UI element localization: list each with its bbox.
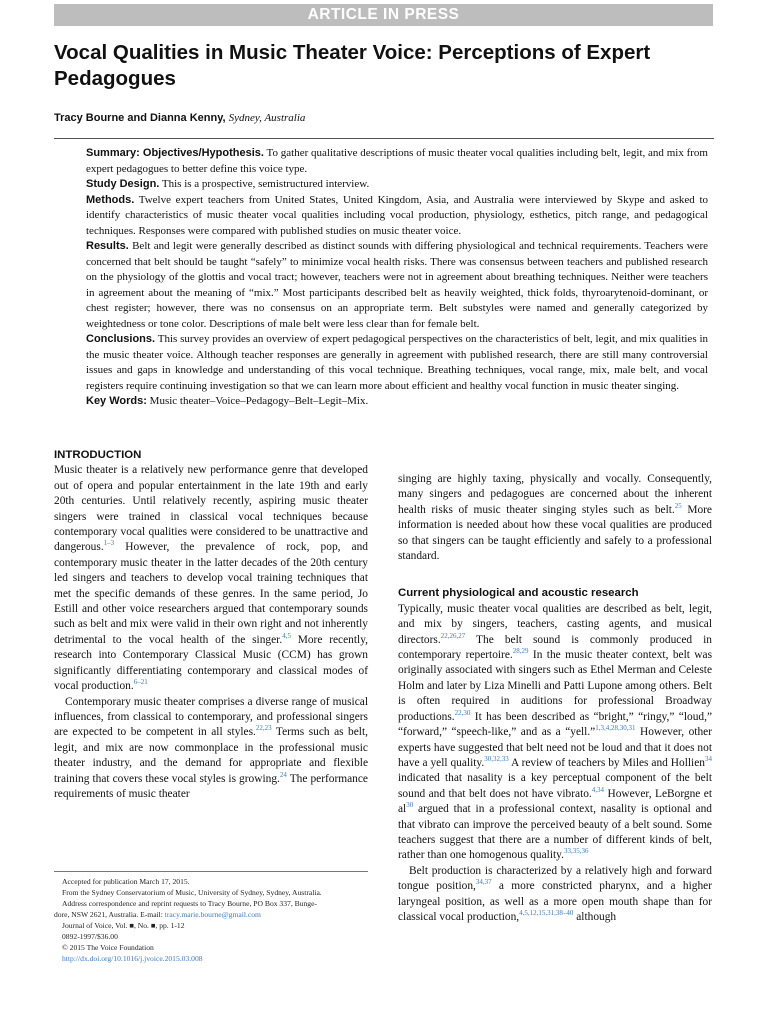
citation[interactable]: 1,3,4,28,30,31 — [595, 724, 636, 733]
abstract-design — [86, 177, 708, 193]
citation[interactable]: 25 — [674, 502, 682, 511]
abstract-keywords-text: Music theater–Voice–Pedagogy–Belt–Legit–Mix. — [149, 395, 369, 407]
abstract-methods-text: Twelve expert teachers from United States, United Kingdom, Asia, and Australia were interviewed by Skype and asked to identify characteristics of music theater vocal qualities including vocal production, physiology, esthetics, pitch range, and pedagogical techniques. Responses were compared with published studies on music theater voice. — [86, 193, 708, 237]
body-text: It has been described as “bright,” “ringy,” “loud,” “forward,” “speech-like,” and as a “yell.” — [398, 710, 712, 739]
article-title: Vocal Qualities in Music Theater Voice: Perceptions of Expert Pedagogues — [54, 41, 651, 90]
abstract-conclusions-text: This survey provides an overview of expert pedagogical perspectives on the characteristics of belt, legit, and mix qualities in the music theater voice. Although teacher responses are generally in agreement with published research, there are still many controversial issues and gaps in knowledge and understanding of this vocal technique. Breathing techniques, vocal range, mix, male belt, and vocal registers require continuing investigation so that we can learn more about efficient and healthy vocal function in music theater singing. — [86, 333, 708, 392]
body-text: although — [573, 910, 617, 923]
abstract-design-text: This is a prospective, semistructured interview. — [161, 178, 370, 190]
citation[interactable]: 6–21 — [133, 678, 148, 687]
abstract-keywords — [86, 394, 708, 410]
abstract-methods — [86, 193, 708, 240]
citation[interactable]: 1–3 — [103, 539, 115, 548]
right-column — [398, 472, 712, 925]
email-link[interactable]: tracy.marie.bourne@gmail.com — [164, 910, 261, 919]
footnote-issn: 0892-1997/$36.00 — [62, 932, 118, 941]
article-in-press-banner: ARTICLE IN PRESS — [54, 4, 713, 26]
introduction-heading: INTRODUCTION — [54, 449, 142, 461]
footnote-accepted: Accepted for publication March 17, 2015. — [62, 877, 190, 886]
right-paragraph-1 — [398, 472, 712, 564]
abstract-summary — [86, 146, 708, 177]
footnote-address-text: dore, NSW 2621, Australia. E-mail: — [54, 910, 165, 919]
intro-paragraph-2 — [54, 695, 368, 803]
footnote-address-2 — [54, 909, 368, 920]
citation[interactable]: 4,5 — [282, 632, 291, 641]
body-text: indicated that nasality is a key perceptual component of the belt sound and that belt does not have vibrato. — [398, 772, 712, 800]
intro-text: Terms such as belt, legit, and mix are now commonplace in the professional music theater industry, and the demand for appropriate and flexible training that covers these vocal styles is growing. — [54, 726, 368, 785]
body-text: Belt production is characterized by a relatively high and forward tongue position, — [398, 864, 712, 893]
section-heading-physiological: Current physiological and acoustic research — [398, 587, 639, 600]
citation[interactable]: 33,35,36 — [563, 847, 589, 856]
citation[interactable]: 4,34 — [591, 785, 605, 794]
left-column — [54, 448, 368, 802]
body-text: a more constricted pharynx, and a higher laryngeal position, as well as a more open mouth shape than for classical vocal production, — [398, 880, 712, 923]
intro-text: More recently, research into Contemporary Classical Music (CCM) has grown significantly differentiating contemporary and classical modes of vocal production. — [54, 633, 368, 693]
citation[interactable]: 22,26,27 — [440, 631, 466, 640]
citation[interactable]: 30,32,33 — [484, 755, 509, 764]
abstract-summary-heading: Summary: Objectives/Hypothesis. — [86, 147, 264, 159]
abstract — [86, 146, 708, 410]
citation[interactable]: 30 — [406, 801, 414, 810]
author-location: Sydney, Australia — [228, 112, 306, 124]
footnote-doi — [54, 953, 368, 964]
author-line — [54, 112, 305, 124]
citation[interactable]: 34,37 — [475, 878, 492, 887]
abstract-design-heading: Study Design. — [86, 178, 160, 190]
body-text: Typically, music theater vocal qualities are described as belt, legit, and mix by singers, teachers, casting agents, and musical directors. — [398, 602, 712, 646]
intro-text: However, the prevalence of rock, pop, and contemporary music theater in the latter decades of the 20th century led singers and teachers to develop vocal training techniques that met the specific demands of these genres. In the same period, Jo Estill and other voice researchers argued that contemporary sounds such as belt and mix were valid in their own right and not inherently detrimental to the vocal health of the singer. — [54, 541, 368, 646]
citation[interactable]: 22,23 — [255, 724, 272, 733]
citation[interactable]: 22,30 — [454, 708, 471, 717]
footnote-affiliation: From the Sydney Conservatorium of Music, University of Sydney, Sydney, Australia. — [62, 888, 322, 897]
intro-text: Contemporary music theater comprises a diverse range of musical influences, from classical to contemporary, and professional singers are expected to be competent in all styles. — [54, 695, 368, 739]
right-paragraph-2 — [398, 602, 712, 864]
intro-text: Music theater is a relatively new performance genre that developed out of opera and popular entertainment in the late 19th and early 20th centuries. Until relatively recently, aspiring music theater singers were trained in classical vocal techniques because contemporary vocal qualities were considered to be unattractive and dangerous. — [54, 464, 368, 554]
citation[interactable]: 34 — [704, 755, 712, 764]
body-text: argued that in a professional context, nasality is optional and that vibrato can improve the perceived beauty of a belt sound. Some teachers suggest that there are a number of different kinds of belt, rather than one homogenous quality. — [398, 803, 712, 862]
citation[interactable]: 4,5,12,15,31,38–40 — [519, 909, 574, 918]
intro-paragraph-1 — [54, 463, 368, 694]
footnote-journal: Journal of Voice, Vol. ■, No. ■, pp. 1-12 — [62, 921, 185, 930]
author-names: Tracy Bourne and Dianna Kenny, — [54, 112, 226, 124]
abstract-results-text: Belt and legit were generally described as distinct sounds with differing physiological and technical requirements. Teachers were concerned that belt should be taught “safely” to minimize vocal health risks. There was consensus between teachers and published research on the physiology of the glottis and vocal tract; however, teachers were not in agreement about breathing techniques. Neither were teachers in agreement about the meaning of “mix.” Most participants described belt as heavily weighted, thick folds, thyroarytenoid-dominant, or chest register; however, there was no consensus on an appropriate term. Belt substyles were named and generally categorized by weightedness or tone color. Descriptions of male belt were less clear than for female belt. — [86, 240, 709, 330]
footnote-rule — [54, 871, 368, 872]
body-text: However, LeBorgne et al — [398, 787, 712, 816]
footnote-copyright: © 2015 The Voice Foundation — [62, 943, 154, 952]
citation[interactable]: 24 — [279, 770, 287, 779]
intro-text: The performance requirements of music theater — [54, 772, 368, 800]
footnotes — [54, 876, 368, 964]
body-text: In the music theater context, belt was originally associated with singers such as Ethel Merman and Celeste Holm and later by Liza Minelli and Patti Lupone among others. Belt is often required in auditions for professional Broadway productions. — [398, 649, 713, 723]
body-text: singing are highly taxing, physically and vocally. Consequently, many singers and pedagogues are concerned about the inherent health risks of music theater singing styles such as belt. — [398, 473, 712, 516]
body-text: The belt sound is commonly produced in contemporary repertoire. — [398, 633, 712, 662]
body-text: A review of teachers by Miles and Hollien — [508, 756, 705, 769]
abstract-methods-heading: Methods. — [86, 193, 135, 206]
abstract-conclusions — [86, 332, 708, 394]
footnote-address: Address correspondence and reprint requests to Tracy Bourne, PO Box 337, Bunge- — [62, 899, 317, 908]
doi-link[interactable]: http://dx.doi.org/10.1016/j.jvoice.2015.03.008 — [62, 954, 203, 963]
citation[interactable]: 28,29 — [512, 647, 529, 656]
abstract-top-rule — [54, 138, 714, 139]
abstract-conclusions-heading: Conclusions. — [86, 333, 156, 345]
abstract-summary-text: To gather qualitative descriptions of music theater vocal qualities including belt, legit, and mix from expert pedagogues to better define this voice type. — [86, 147, 708, 175]
right-paragraph-3 — [398, 864, 712, 926]
body-text: However, other experts have suggested that belt need not be loud and that it does not have a yell quality. — [398, 726, 712, 769]
body-text: More information is needed about how these vocal qualities are produced so that singers can be taught efficiently and safely to a professional standard. — [398, 503, 712, 563]
abstract-results — [86, 239, 708, 332]
abstract-results-heading: Results. — [86, 240, 129, 252]
abstract-keywords-heading: Key Words: — [86, 395, 147, 407]
